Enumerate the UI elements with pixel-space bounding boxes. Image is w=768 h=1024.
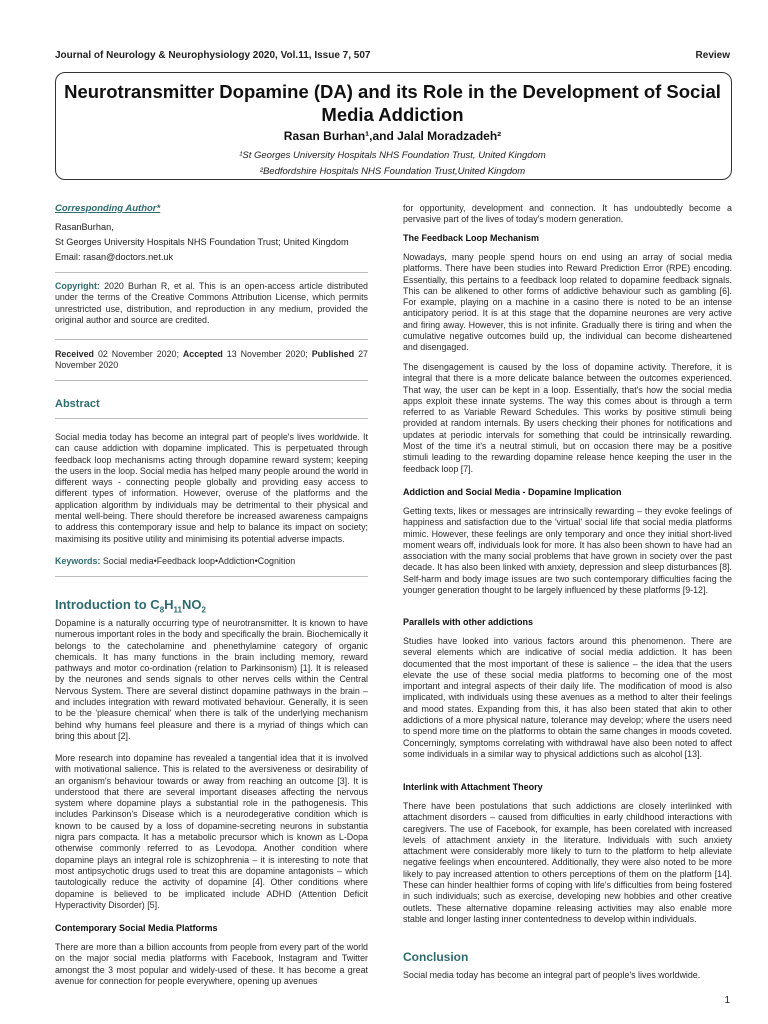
affiliation-1: ¹St Georges University Hospitals NHS Foundation Trust, United Kingdom [239,150,546,161]
copyright-text: 2020 Burhan R, et al. This is an open-access article distributed under the terms of the Creative Commons Attribution License, which permits unrestricted use, distribution, and reproduction in any medium, provided the original author and source are credited. [55,281,368,325]
page-number: 1 [724,995,730,1006]
published-date: 27 November 2020 [55,349,368,371]
corresponding-email[interactable]: Email: rasan@doctors.net.uk [55,252,174,262]
divider [55,272,368,273]
article-dates [55,349,368,372]
section-heading-parallels: Parallels with other addictions [403,617,534,627]
article-type: Review [695,50,730,61]
divider [55,418,368,419]
keywords-list: Social media•Feedback loop•Addiction•Cognition [100,556,296,566]
journal-citation: Journal of Neurology & Neurophysiology 2020, Vol.11, Issue 7, 507 [55,50,371,61]
keywords-label: Keywords: [55,556,101,566]
divider [55,576,368,577]
published-label: Published [311,349,355,359]
parallels-paragraph: Studies have looked into various factors around this phenomenon. There are several elements which are indicative of social media addiction. It has been documented that the most important of these is salience – the idea that the users elevate the use of these social media platforms to becoming one of the most important and integral aspects of their daily life. The modification of mood is also implicated, with individuals using these avenues as a method to alter their feelings and mood states. Expanding from this, it has also been stated that akin to other addictions of a more physical nature, tolerance may develop; where the users need to spend more time on the platforms to obtain the same changes in moods coveted. Concerningly, symptoms correlating with withdrawal have also been noted to affect some individuals in a similar way to physical addictions such as alcohol [13]. [403,636,732,759]
introduction-heading: Introduction to $C_8H_{11}NO_2$ [55,597,206,615]
right-paragraph-0: for opportunity, development and connection. It has undoubtedly become a pervasive part of the lives of today's modern generation. [403,203,732,225]
authors: Rasan Burhan¹,and Jalal Moradzadeh² [283,129,502,143]
article-title: Neurotransmitter Dopamine (DA) and its Role in the Development of Social Media Addiction [64,81,721,125]
section-heading-addiction: Addiction and Social Media - Dopamine Implication [403,487,622,497]
section-heading-feedback-loop: The Feedback Loop Mechanism [403,233,540,243]
addiction-paragraph: Getting texts, likes or messages are intrinsically rewarding – they evoke feelings of happiness and satisfaction due to the 'virtual' social life that social media platforms mimic. However, these feelings are only temporary and once they initial short-lived moment wears off, individuals look for more. It has also been shown to have had an association with the many social problems that have grown in society over the past decade. It has also been linked with anxiety, depression and sleep disturbances [8]. Self-harm and body image issues are two such contemporary difficulties facing the younger generation thought to be largely influenced by these platforms [9-12]. [403,506,732,596]
feedback-paragraph-1: Nowadays, many people spend hours on end using an array of social media platforms. There have been studies into Reward Prediction Error (RPE) encoding. Essentially, this pertains to a feedback loop related to dopamine feedback signals. This can be alikened to other forms of addictive behaviour such as gambling [6]. For example, playing on a machine in a casino there is noted to be an intense anticipatory period. It is at this stage that the dopamine neurones are very active and firing away. However, this is not infinite. Gradually there is tiring and when the cumulative negative outcomes build up, the individual can become disheartened and disengaged. [403,252,732,353]
keywords [55,556,368,567]
abstract-text: Social media today has become an integral part of people's lives worldwide. It can cause addiction with dopamine implicated. This is perpetuated through feedback loop mechanisms acting through dopamine reward system; keeping the users in the loop. Social media has helped many people around the world in different ways - connecting people globally and providing easy access to different types of information. However, overuse of the platforms and the application algorithm by individuals may be detrimental to their physical and mental well-being. There should therefore be increased awareness campaigns to address this contemporary issue and help to balance its impact on society; maximising its positive utility and minimising its potential adverse impacts. [55,432,368,544]
affiliation-2: ²Bedfordshire Hospitals NHS Foundation Trust,United Kingdom [259,166,526,177]
received-label: Received [55,349,94,359]
divider [55,339,368,340]
divider [55,380,368,381]
received-date: 02 November 2020; [93,349,183,359]
corresponding-org: St Georges University Hospitals NHS Foundation Trust; United Kingdom [55,237,349,247]
conclusion-heading: Conclusion [403,950,469,964]
corresponding-author-label[interactable]: Corresponding Author* [55,203,161,214]
copyright-notice [55,281,368,326]
conclusion-text: Social media today has become an integral part of people's lives worldwide. [403,970,701,980]
section-heading-attachment: Interlink with Attachment Theory [403,782,543,792]
feedback-paragraph-2: The disengagement is caused by the loss of dopamine activity. Therefore, it is integral that there is a more delicate balance between the outcomes experienced. That way, the user can be kept in a loop. Essentially, that's how the social media apps exploit these innate systems. The way this comes about is through a term referred to as Variable Reward Schedules. This works by positive stimuli being provided at random internals. By users checking their phones for notifications and updates at periodic intervals for something that could be intrinsically rewarding. Most of the time it's a neutral stimuli, but on occasion there may be a positive stimuli leading to the rewarding dopamine release hence keeping the user in the feedback loop [7]. [403,362,732,474]
intro-paragraph-3: There are more than a billion accounts from people from every part of the world on the major social media platforms with Facebook, Instagram and Twitter amongst the 3 most popular and widely-used of these. It has become a great avenue for connection for people everywhere, opening up avenues [55,942,368,986]
intro-paragraph-1: Dopamine is a naturally occurring type of neurotransmitter. It is known to have numerous important roles in the body and specifically the brain. Biochemically it belongs to the catecholamine and phenethylamine category of organic chemicals. It has many functions in the brain including memory, reward pathways and motor co-ordination (relation to Parkinsonism) [1]. It is released by the neurones and sends signals to other nerves cells within the Central Nervous System. There are several distinct dopamine pathways in the brain – and includes integration with reward motivated behaviour. Generally, it is seen to be the 'pleasure chemical' when there is talk of the underlying mechanism behind why humans feel pleasure and there is a myriad of things which can bring this about [2]. [55,618,368,741]
accepted-date: 13 November 2020; [222,349,312,359]
corresponding-name: RasanBurhan, [55,222,114,232]
copyright-label: Copyright: [55,281,100,291]
accepted-label: Accepted [182,349,223,359]
section-heading-platforms: Contemporary Social Media Platforms [55,923,218,933]
abstract-heading: Abstract [55,398,100,410]
attachment-paragraph: There have been postulations that such addictions are closely interlinked with attachment disorders – caused from difficulties in early childhood interactions with caregivers. The use of Facebook, for example, has been corelated with increased levels of attachment anxiety in the literature. Individuals with such anxiety attachment were considerably more likely to turn to the platform to help alleviate negative feelings when encountered. Additionally, they were also noted to be more likely to pay increased attention to others perceptions of them on the platform [14]. These can hinder healthier forms of coping with life's difficulties from being fostered in such individuals; such as exercise, developing new hobbies and other creative outlets. These alternative dopamine releasing activities may also enable more stable and longer lasting inner contentedness to develop within individuals. [403,801,732,924]
intro-paragraph-2: More research into dopamine has revealed a tangential idea that it is involved with motivational salience. This is related to the aversiveness or desirability of an organism's behaviour towards or away from reaching an outcome [3]. It is understood that there are several important diseases affecting the nervous system where dopamine plays a substantial role in the pathogenesis. This includes Parkinson's Disease which is a neurodegerative condition which is known to be caused by a loss of dopamine-secreting neurons in substantia nigra pars compacta. It has a metabolic precursor which is known as L-Dopa otherwise commonly referred to as Levodopa. Another condition where dopamine plays an integral role is schizophrenia – it is interesting to note that most antipsychotic drugs used to treat this are dopamine antagonists – which tautologically reduce the activity of dopamine [4]. Other conditions where dopamine is believed to be implicated include ADHD (Attention Deficit Hyperactivity Disorder) [5]. [55,753,368,910]
